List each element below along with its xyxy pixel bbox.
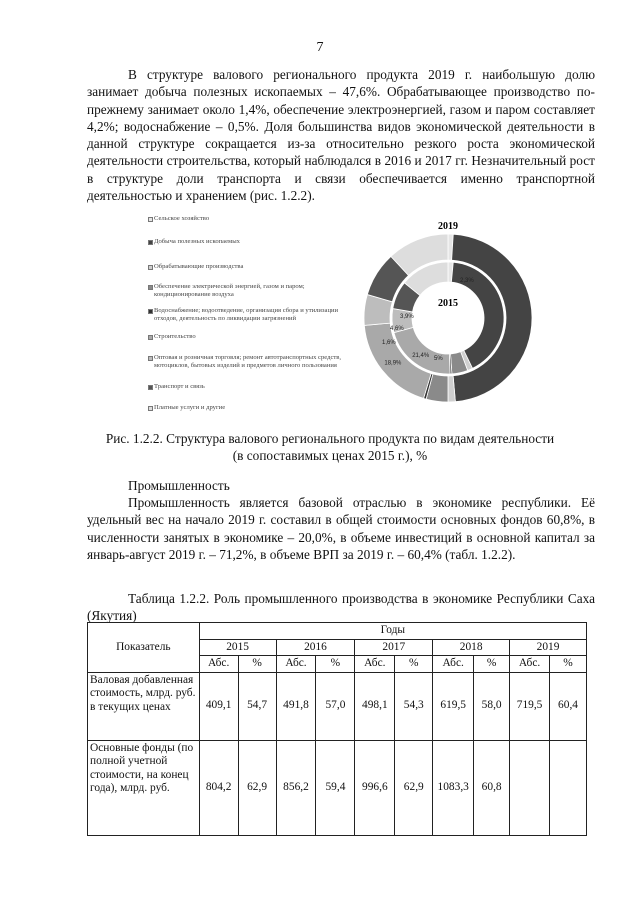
figure-caption: Рис. 1.2.2. Структура валового регионального продукта по видам деятельности (в сопоставимых ценах 2015 г.), % (105, 431, 555, 464)
legend-label: Транспорт и связь (154, 383, 205, 390)
legend-item (148, 263, 360, 271)
slice-label: 2,3% (460, 278, 474, 284)
table-cell: 54,3 (395, 672, 433, 740)
chart-center-label: 2015 (438, 298, 458, 309)
row-label: Валовая добавленная стоимость, млрд. руб. в текущих ценах (88, 672, 200, 740)
table-cell: 491,8 (276, 672, 316, 740)
legend-marker (148, 265, 153, 270)
pct-header: % (550, 656, 587, 673)
table-cell: 996,6 (355, 740, 395, 835)
pct-header: % (316, 656, 355, 673)
year-header: 2018 (433, 639, 510, 656)
slice-label: 5% (434, 356, 443, 362)
slice-label: 21,4% (412, 353, 430, 360)
table-cell: 498,1 (355, 672, 395, 740)
legend-label: Оптовая и розничная торговля; ремонт автотранспортных средств, мотоциклов, бытовых изделий и предметов личного пользования (154, 354, 342, 369)
chart-top-label: 2019 (438, 221, 458, 232)
pct-header: % (474, 656, 510, 673)
year-header: 2016 (276, 639, 355, 656)
pct-header: % (395, 656, 433, 673)
abs-header: Абс. (276, 656, 316, 673)
legend-item (148, 238, 360, 246)
page-number: 7 (316, 40, 324, 55)
legend-item (148, 354, 360, 369)
table-row (88, 672, 587, 740)
table-cell (550, 740, 587, 835)
table-cell: 619,5 (433, 672, 474, 740)
legend-marker (148, 309, 153, 314)
legend-label: Сельское хозяйство (154, 215, 210, 222)
legend-marker (148, 385, 153, 390)
year-header: 2017 (355, 639, 433, 656)
section-heading: Промышленность (128, 478, 230, 493)
abs-header: Абс. (433, 656, 474, 673)
industry-role-table (87, 622, 587, 836)
table-cell: 804,2 (199, 740, 238, 835)
table-cell: 59,4 (316, 740, 355, 835)
legend-item (148, 283, 360, 298)
slice-label: 18,9% (384, 360, 402, 367)
legend-label: Добыча полезных ископаемых (154, 238, 240, 245)
paragraph-industry: Промышленность является базовой отраслью в экономике республики. Её удельный вес на начало 2019 г. составил в общей стоимости основных фондов 60,8%, в численности занятых в экономике – 20,0%, в объеме инвестиций в основной капитал за январь-август 2019 г. – 71,2%, в объеме ВРП за 2019 г. – 60,4% (табл. 1.2.2). (87, 495, 595, 562)
legend-label: Обеспечение электрической энергией, газом и паром; кондиционирование воздуха (154, 283, 305, 298)
table-cell: 54,7 (238, 672, 276, 740)
table-cell: 409,1 (199, 672, 238, 740)
table-cell: 62,9 (238, 740, 276, 835)
table-cell: 719,5 (510, 672, 550, 740)
legend-label: Платные услуги и другие (154, 404, 226, 411)
abs-header: Абс. (199, 656, 238, 673)
legend-item (148, 383, 360, 391)
gdp-structure-donut-chart (360, 220, 540, 410)
table-cell: 62,9 (395, 740, 433, 835)
table-row (88, 740, 587, 835)
legend-marker (148, 356, 153, 361)
table-cell: 57,0 (316, 672, 355, 740)
legend-marker (148, 285, 153, 290)
legend-marker (148, 406, 153, 411)
legend-label: Водоснабжение; водоотведение, организация сбора и утилизации отходов, деятельность по ликвидации загрязнений (154, 307, 339, 322)
table-caption: Таблица 1.2.2. Роль промышленного производства в экономике Республики Саха (Якутия) (87, 591, 595, 624)
pct-header: % (238, 656, 276, 673)
legend-item (148, 333, 360, 341)
table-cell (510, 740, 550, 835)
legend-item (148, 307, 360, 322)
years-header: Годы (199, 623, 586, 640)
table-cell: 60,4 (550, 672, 587, 740)
year-header: 2015 (199, 639, 276, 656)
table-cell: 60,8 (474, 740, 510, 835)
paragraph-grp-structure: В структуре валового регионального продукта 2019 г. наибольшую долю занимает добыча полезных ископаемых – 47,6%. Обрабатывающее производство по-прежнему занимает около 1,4%, обеспечение электроэнергией, газом и паром составляет 4,2%; водоснабжение – 0,5%. Доля большинства видов экономической деятельности в данной структуре сокращается из-за относительно резкого роста экономической деятельности строительства, который наблюдался в 2016 и 2017 гг. Незначительный рост в структуре доли транспорта и связи обеспечивается именно транспортной деятельностью и хранением (рис. 1.2.2). (87, 67, 595, 204)
table-cell: 856,2 (276, 740, 316, 835)
table-cell: 58,0 (474, 672, 510, 740)
row-label: Основные фонды (по полной учетной стоимости, на конец года), млрд. руб. (88, 740, 200, 835)
legend-marker (148, 335, 153, 340)
legend-marker (148, 240, 153, 245)
abs-header: Абс. (510, 656, 550, 673)
legend-label: Обрабатывающие производства (154, 263, 244, 270)
indicator-header: Показатель (88, 623, 200, 673)
slice-label: 1,6% (382, 340, 396, 346)
table-cell: 1083,3 (433, 740, 474, 835)
slice-label: 4,6% (390, 326, 404, 332)
slice-label: 3,9% (400, 314, 414, 320)
legend-item (148, 215, 360, 223)
year-header: 2019 (510, 639, 587, 656)
legend-item (148, 404, 360, 412)
legend-marker (148, 217, 153, 222)
abs-header: Абс. (355, 656, 395, 673)
legend-label: Строительство (154, 333, 196, 340)
